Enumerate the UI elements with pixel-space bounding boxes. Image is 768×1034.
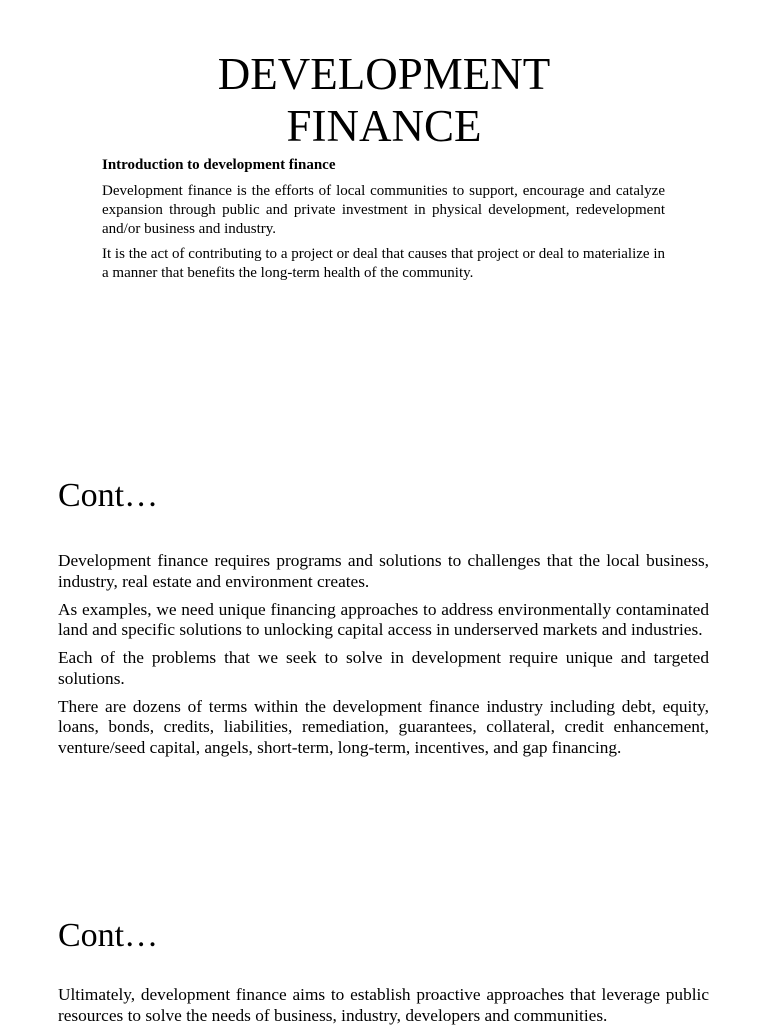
slide-1-title-text: DEVELOPMENT FINANCE [217, 49, 551, 151]
slide-2-content [58, 551, 709, 766]
slide-2-paragraph-3: Each of the problems that we seek to solve in development require unique and targeted solutions. [58, 648, 709, 688]
slide-2-title: Cont… [58, 477, 159, 514]
slide-3-paragraph-1: Ultimately, development finance aims to establish proactive approaches that leverage public resources to solve the needs of business, industry, developers and communities. [58, 985, 709, 1025]
slide-1 [0, 0, 768, 440]
slide-3-title: Cont… [58, 917, 159, 954]
slide-1-paragraph-2: It is the act of contributing to a project or deal that causes that project or deal to materialize in a manner that benefits the long-term health of the community. [102, 246, 665, 281]
slide-2-paragraph-2: As examples, we need unique financing approaches to address environmentally contaminated land and specific solutions to unlocking capital access in underserved markets and industries. [58, 599, 709, 639]
slide-2-paragraph-4: There are dozens of terms within the development finance industry including debt, equity, loans, bonds, credits, liabilities, remediation, guarantees, collateral, credit enhancement, venture/seed capital, angels, short-term, long-term, incentives, and gap financing. [58, 696, 709, 757]
slide-2-paragraph-1: Development finance requires programs and solutions to challenges that the local business, industry, real estate and environment creates. [58, 551, 709, 591]
slide-1-paragraph-1: Development finance is the efforts of local communities to support, encourage and catalyze expansion through public and private investment in physical development, redevelopment and/or business and industry. [102, 183, 665, 237]
slide-2 [0, 440, 768, 880]
slide-1-content [102, 156, 665, 289]
slide-1-title [0, 48, 768, 152]
slide-3 [0, 880, 768, 1024]
slide-3-content [58, 985, 709, 1034]
slide-1-heading: Introduction to development finance [102, 157, 336, 173]
